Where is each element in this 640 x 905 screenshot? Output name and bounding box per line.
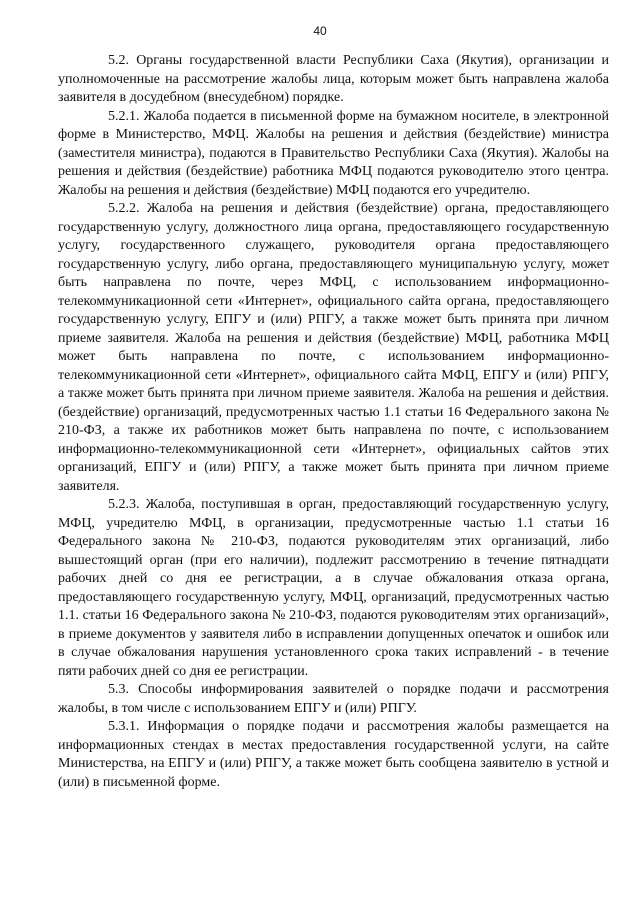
paragraph-5-3: 5.3. Способы информирования заявителей о порядке подачи и рассмотрения жалобы, в том числе с использованием ЕПГУ и (или) РПГУ. bbox=[58, 682, 609, 716]
page-number: 40 bbox=[313, 24, 327, 38]
document-body bbox=[58, 52, 609, 792]
paragraph-5-2-1: 5.2.1. Жалоба подается в письменной форме на бумажном носителе, в электронной форме в Министерство, МФЦ. Жалобы на решения и действия (бездействие) министра (заместителя министра), подаются в Правительство Республики Саха (Якутия). Жалобы на решения и действия (бездействие) работника МФЦ подаются руководителю этого центра. Жалобы на решения и действия (бездействие) МФЦ подаются его учредителю. bbox=[58, 108, 609, 198]
paragraph-5-2: 5.2. Органы государственной власти Республики Саха (Якутия), организации и уполномоченные на рассмотрение жалобы лица, которым может быть направлена жалоба заявителя в досудебном (внесудебном) порядке. bbox=[58, 53, 609, 105]
paragraph-5-2-2: 5.2.2. Жалоба на решения и действия (бездействие) органа, предоставляющего государственную услугу, должностного лица органа, предоставляющего государственную услугу, государственного служащего, руководителя органа предоставляющего государственную услугу, либо органа, предоставляющего муниципальную услугу, может быть направлена по почте, через МФЦ, с использованием информационно-телекоммуникационной сети «Интернет», официального сайта органа, предоставляющего государственную услугу, ЕПГУ и (или) РПГУ, а также может быть принята при личном приеме заявителя. Жалоба на решения и действия (бездействие) МФЦ, работника МФЦ может быть направлена по почте, с использованием информационно-телекоммуникационной сети «Интернет», официального сайта МФЦ, ЕПГУ и (или) РПГУ, а также может быть принята при личном приеме заявителя. Жалоба на решения и действия. (бездействие) организаций, предусмотренных частью 1.1 статьи 16 Федерального закона № 210-ФЗ, а также их работников может быть направлена по почте, с использованием информационно-телекоммуникационной сети «Интернет», официальных сайтов этих организаций, ЕПГУ и (или) РПГУ, а также может быть принята при личном приеме заявителя. bbox=[58, 201, 609, 494]
paragraph-5-2-3: 5.2.3. Жалоба, поступившая в орган, предоставляющий государственную услугу, МФЦ, учредителю МФЦ, в организации, предусмотренные частью 1.1 статьи 16 Федерального закона № 210-ФЗ, подаются руководителям этих организаций, либо вышестоящий орган (при его наличии), подлежит рассмотрению в течение пятнадцати рабочих дней со дня ее регистрации, а в случае обжалования отказа органа, предоставляющего государственную услугу, МФЦ, организаций, предусмотренных частью 1.1. статьи 16 Федерального закона № 210-ФЗ, подаются руководителям этих организаций», в приеме документов у заявителя либо в исправлении допущенных опечаток и ошибок или в случае обжалования нарушения установленного срока таких исправлений - в течение пяти рабочих дней со дня ее регистрации. bbox=[58, 497, 609, 679]
paragraph-5-3-1: 5.3.1. Информация о порядке подачи и рассмотрения жалобы размещается на информационных стендах в местах предоставления государственной услуги, на сайте Министерства, на ЕПГУ и (или) РПГУ, а также может быть сообщена заявителю в устной и (или) в письменной форме. bbox=[58, 719, 609, 790]
